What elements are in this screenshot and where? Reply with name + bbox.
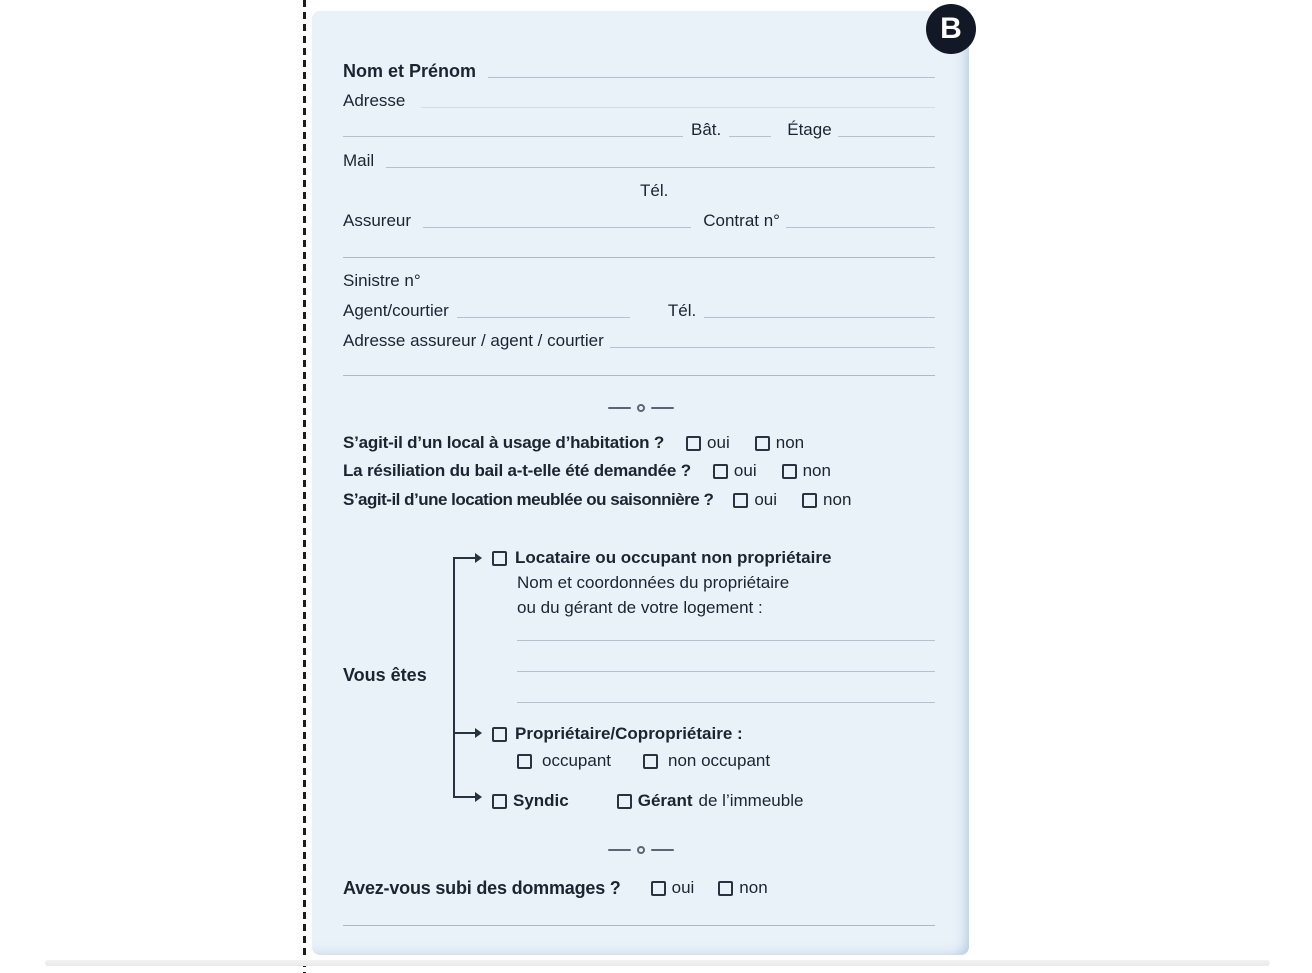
tel-label: Tél.	[640, 181, 669, 200]
gerant-label-suffix: de l’immeuble	[698, 791, 804, 810]
oui-label: oui	[733, 461, 757, 480]
oui-option	[713, 461, 757, 481]
non-option	[718, 878, 767, 898]
oui-option	[686, 433, 730, 453]
arrow-right-icon	[453, 796, 475, 798]
row-syndic-gerant	[492, 791, 803, 811]
adresse-assureur-field-line-2[interactable]	[343, 375, 935, 376]
adresse-field-line-1[interactable]	[421, 107, 935, 108]
locataire-subtext-1: Nom et coordonnées du propriétaire	[517, 573, 790, 592]
divider-dash-icon	[651, 849, 674, 851]
checkbox-non[interactable]	[755, 436, 770, 451]
row-occupant-options	[517, 751, 770, 771]
assureur-field-line[interactable]	[423, 227, 691, 228]
non-label: non	[802, 461, 831, 480]
option-locataire	[492, 548, 831, 568]
tel-agent-label: Tél.	[667, 301, 697, 320]
non-occupant-option	[643, 751, 770, 771]
row-nom-prenom	[343, 59, 935, 81]
non-occupant-label: non occupant	[668, 751, 771, 770]
row-assureur	[343, 209, 935, 231]
section-b-badge: B	[926, 4, 976, 54]
checkbox-proprietaire[interactable]	[492, 727, 507, 742]
question-resiliation-bail	[343, 460, 831, 482]
dommages-field-line[interactable]	[343, 925, 935, 926]
bat-field-line[interactable]	[729, 136, 771, 137]
agent-courtier-field-line[interactable]	[457, 317, 630, 318]
question-text: S’agit-il d’un local à usage d’habitation ?	[343, 433, 665, 452]
bat-label: Bât.	[691, 120, 722, 139]
mail-field-line[interactable]	[386, 167, 935, 168]
arrow-right-icon	[453, 557, 475, 559]
question-text: La résiliation du bail a-t-elle été demandée ?	[343, 461, 691, 480]
checkbox-oui[interactable]	[733, 493, 748, 508]
checkbox-oui[interactable]	[686, 436, 701, 451]
cut-dashed-line	[303, 0, 306, 973]
page-bottom-shadow	[45, 960, 1270, 966]
non-label: non	[823, 490, 852, 509]
checkbox-oui[interactable]	[713, 464, 728, 479]
adresse-field-line-2[interactable]	[343, 136, 683, 137]
gerant-option	[617, 791, 804, 811]
checkbox-non[interactable]	[782, 464, 797, 479]
divider-dash-icon	[651, 407, 674, 409]
checkbox-gerant[interactable]	[617, 794, 632, 809]
question-text: Avez-vous subi des dommages ?	[343, 877, 621, 898]
contrat-no-label: Contrat n°	[703, 211, 780, 230]
oui-option	[651, 878, 695, 898]
occupant-option	[517, 751, 611, 771]
proprietaire-coord-line-2[interactable]	[517, 671, 935, 672]
question-local-habitation	[343, 432, 804, 454]
arrow-right-icon	[453, 732, 475, 734]
row-bat-etage	[343, 118, 935, 140]
etage-field-line[interactable]	[838, 136, 935, 137]
oui-option	[733, 490, 777, 510]
assureur-label: Assureur	[343, 211, 412, 230]
option-proprietaire	[492, 724, 743, 744]
non-option	[802, 490, 851, 510]
checkbox-non-occupant[interactable]	[643, 754, 658, 769]
syndic-label: Syndic	[513, 791, 569, 810]
question-dommages	[343, 877, 768, 899]
section-separator-line-1	[343, 257, 935, 258]
syndic-option	[492, 791, 569, 811]
non-option	[782, 461, 831, 481]
oui-label: oui	[707, 433, 730, 452]
non-label: non	[775, 433, 805, 452]
gerant-label-bold: Gérant	[637, 791, 693, 810]
locataire-label: Locataire ou occupant non propriétaire	[515, 548, 832, 567]
bracket-line	[453, 558, 455, 798]
locataire-subtext-2: ou du gérant de votre logement :	[517, 598, 763, 617]
oui-label: oui	[671, 878, 695, 897]
row-agent-courtier	[343, 299, 935, 321]
nom-prenom-field-line[interactable]	[488, 77, 935, 78]
mail-label: Mail	[343, 151, 375, 170]
proprietaire-coord-line-3[interactable]	[517, 702, 935, 703]
non-option	[755, 433, 804, 453]
proprietaire-label: Propriétaire/Copropriétaire :	[515, 724, 743, 743]
ornament-divider-1	[312, 404, 969, 412]
proprietaire-coord-line-1[interactable]	[517, 640, 935, 641]
etage-label: Étage	[787, 120, 832, 139]
divider-dash-icon	[608, 407, 631, 409]
checkbox-occupant[interactable]	[517, 754, 532, 769]
gerant-label	[638, 791, 804, 811]
ornament-divider-2	[312, 846, 969, 854]
row-adresse-assureur	[343, 329, 935, 351]
row-adresse	[343, 89, 935, 111]
checkbox-oui[interactable]	[651, 881, 666, 896]
row-mail	[343, 149, 935, 171]
sinistre-no-label: Sinistre n°	[343, 271, 421, 290]
non-label: non	[739, 878, 768, 897]
adresse-label: Adresse	[343, 91, 406, 110]
form-section-b-panel	[312, 11, 969, 955]
nom-prenom-label: Nom et Prénom	[343, 61, 477, 81]
adresse-assureur-label: Adresse assureur / agent / courtier	[343, 331, 604, 350]
vous-etes-label: Vous êtes	[343, 665, 427, 685]
tel-agent-field-line[interactable]	[704, 317, 935, 318]
divider-circle-icon	[637, 404, 645, 412]
checkbox-locataire[interactable]	[492, 551, 507, 566]
oui-label: oui	[754, 490, 778, 509]
agent-courtier-label: Agent/courtier	[343, 301, 449, 320]
question-text: S’agit-il d’une location meublée ou saisonnière ?	[343, 490, 714, 509]
divider-circle-icon	[637, 846, 645, 854]
contrat-no-field-line[interactable]	[786, 227, 935, 228]
row-tel	[343, 179, 935, 201]
question-location-meublee	[343, 489, 851, 511]
adresse-assureur-field-line-1[interactable]	[610, 347, 935, 348]
row-sinistre	[343, 269, 935, 291]
checkbox-non[interactable]	[802, 493, 817, 508]
occupant-label: occupant	[542, 751, 611, 770]
checkbox-syndic[interactable]	[492, 794, 507, 809]
checkbox-non[interactable]	[718, 881, 733, 896]
divider-dash-icon	[608, 849, 631, 851]
